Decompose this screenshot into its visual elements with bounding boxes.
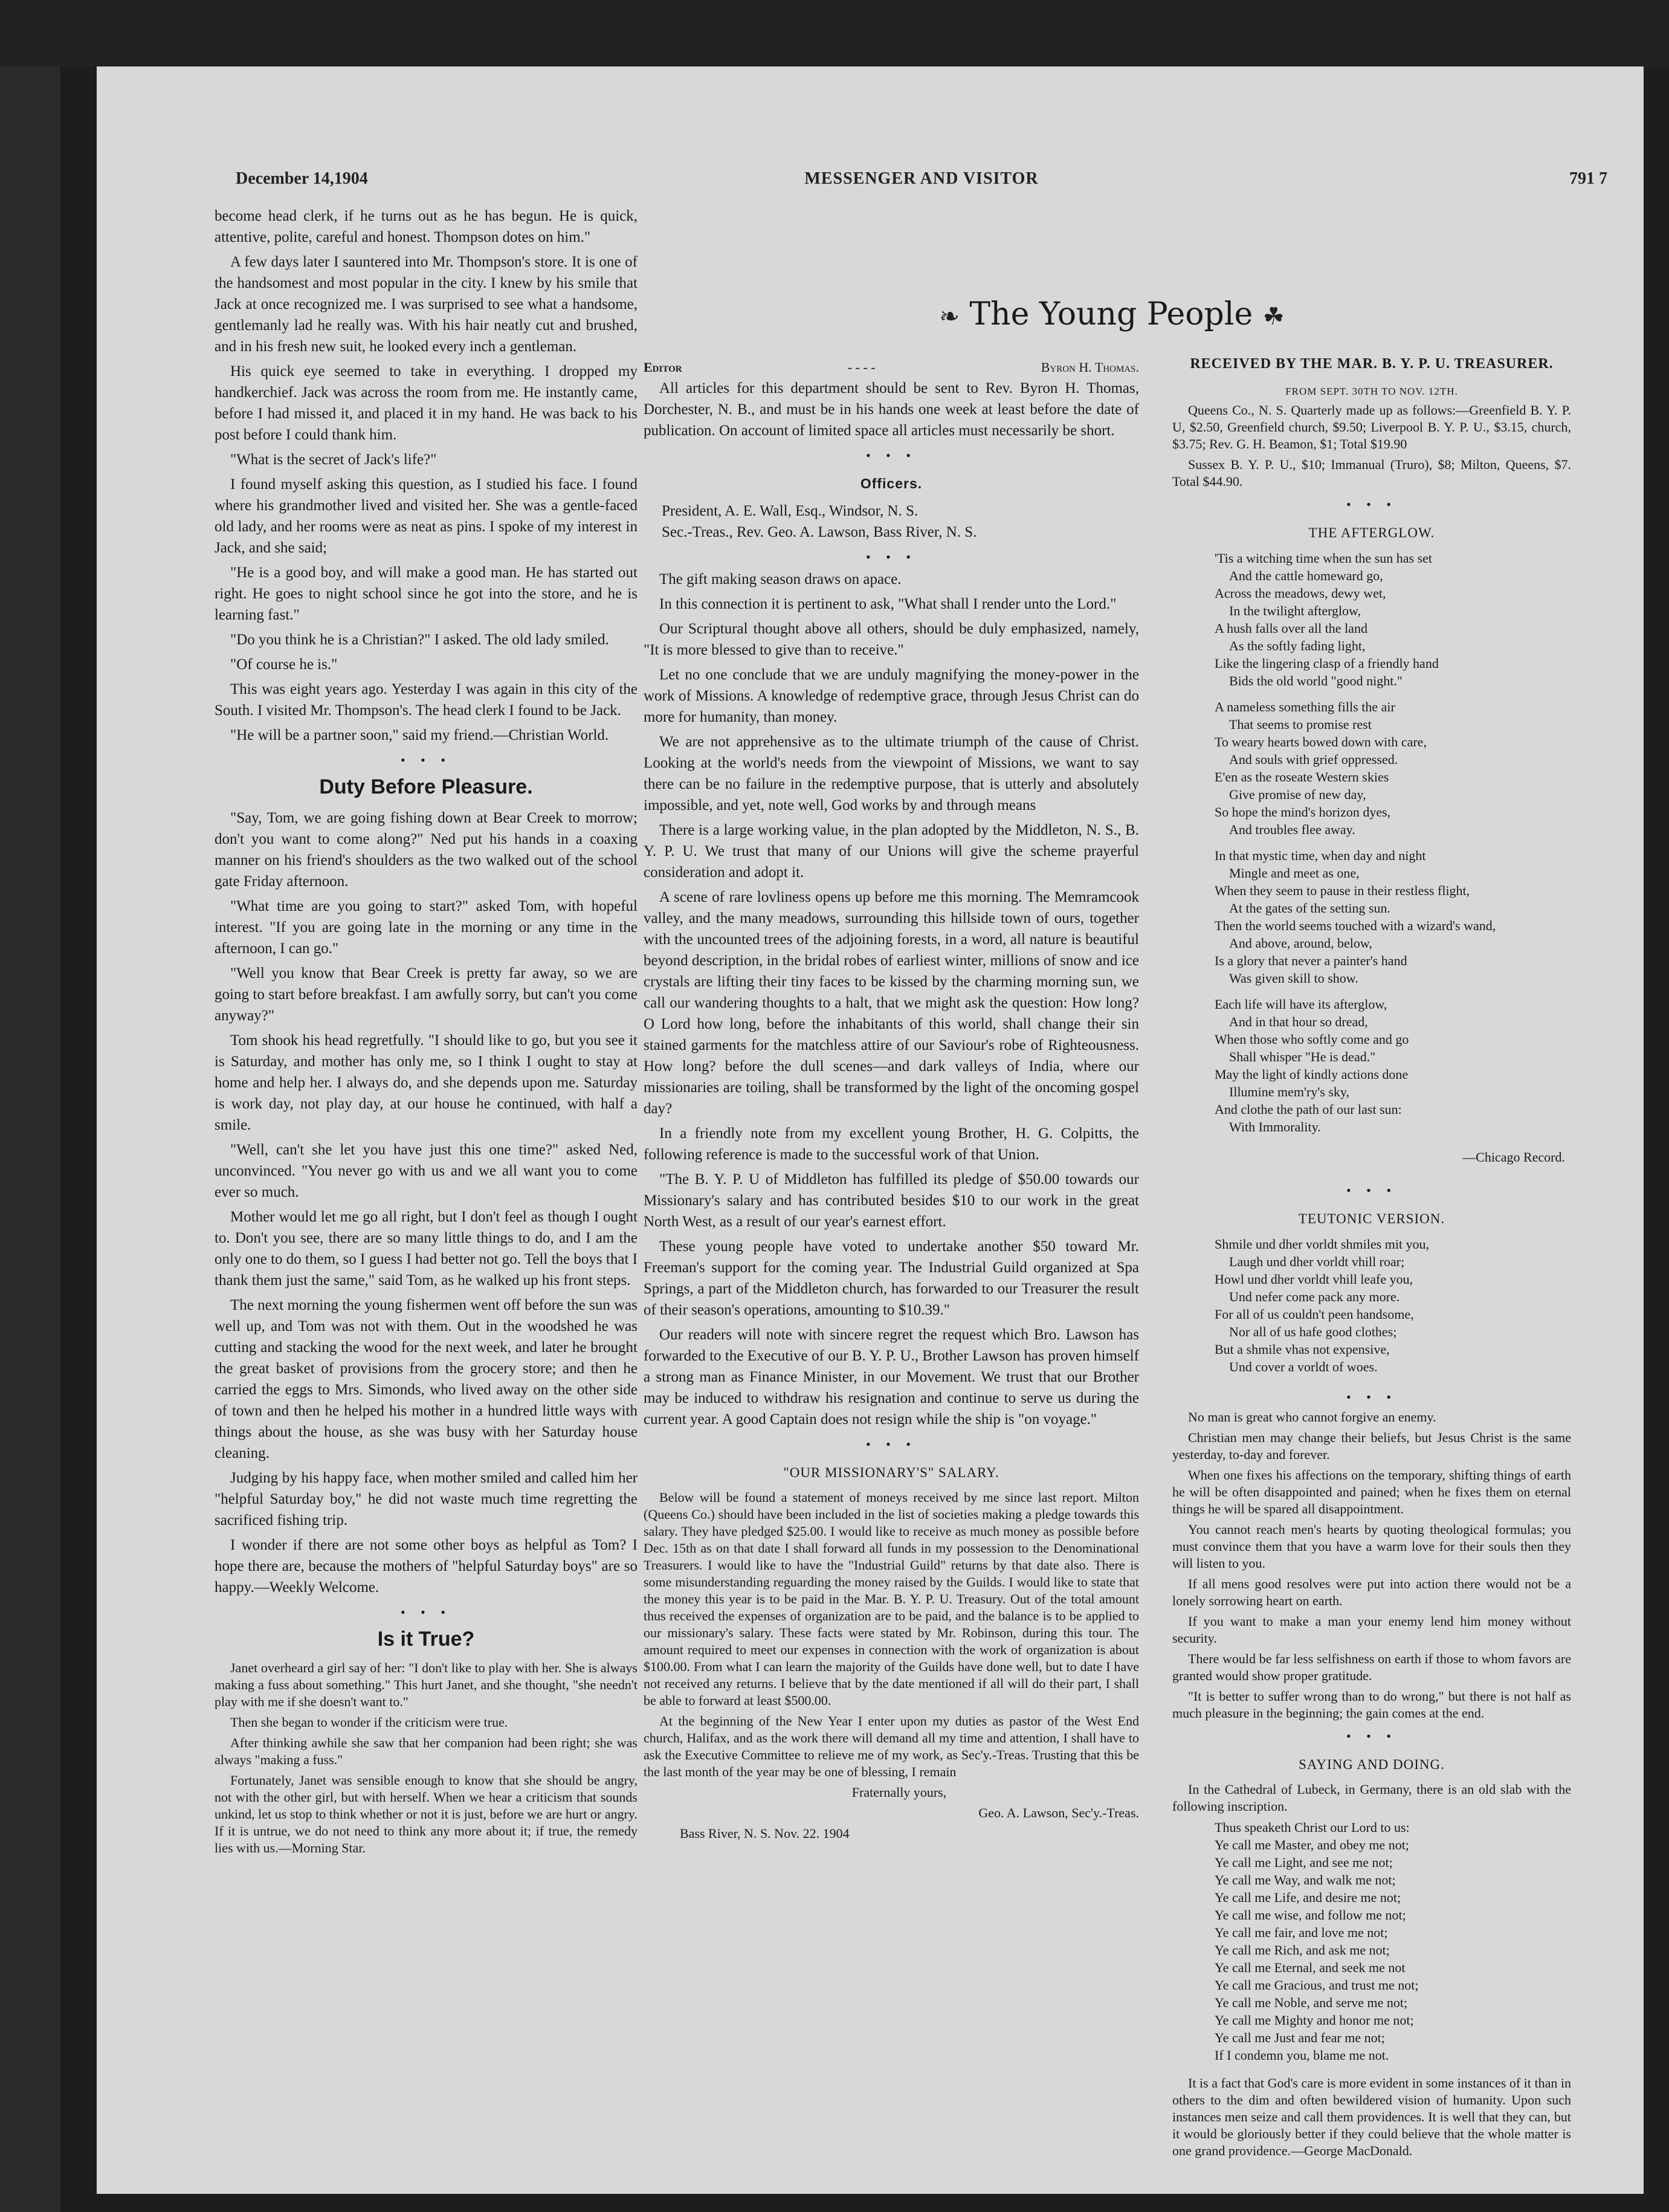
saying-doing-title: SAYING AND DOING. (1299, 1757, 1445, 1772)
poem-line: And in that hour so dread, (1229, 1014, 1368, 1029)
poem-line: Was given skill to show. (1229, 971, 1358, 986)
closing-line: Fraternally yours, (851, 1785, 947, 1800)
stanza (1215, 698, 1571, 838)
treasurer-dates: FROM SEPT. 30TH TO NOV. 12TH. (1285, 386, 1458, 397)
stanza (1215, 995, 1571, 1136)
poem-line: Howl und dher vorldt vhill leafe you, (1215, 1272, 1413, 1287)
poem-line: May the light of kindly actions done (1215, 1067, 1409, 1082)
saying: When one fixes his affections on the temporary, shifting things of earth he will be often disappointed and pained; when he fixes them on eternal things he will be spared all disappointment. (1172, 1467, 1571, 1516)
saying: Christian men may change their beliefs, but Jesus Christ is the same yesterday, to-day and forever. (1172, 1430, 1571, 1462)
salary-article (644, 1489, 1139, 1842)
newspaper-page (97, 66, 1644, 2194)
paragraph: The next morning the young fishermen went off before the sun was well up, and Tom was not with them. Out in the woodshed he was cutting and stacking the wood for the next week, and later he brought the great basket of provisions from the grocery store; and then he carried the eggs to Mrs. Simonds, who lived away on the other side of town and then he helped his mother in a hundred little ways with things about the house, as she was busy with her Saturday house cleaning. (215, 1297, 638, 1461)
paragraph: Our Scriptural thought above all others, should be duly emphasized, namely, "It is more blessed to give than to receive." (644, 621, 1139, 658)
section-divider: • • • (1346, 1183, 1398, 1198)
section-title-text: The Young People (969, 296, 1253, 332)
saying: If all mens good resolves were put into action there would not be a lonely sorrowing heart on earth. (1172, 1576, 1571, 1608)
inscription-line: Ye call me Eternal, and seek me not (1215, 1960, 1406, 1975)
page-top-edge (0, 0, 1669, 66)
poem-line: And troubles flee away. (1229, 822, 1355, 837)
article-title: Duty Before Pleasure. (319, 775, 533, 798)
poem-line: Then the world seems touched with a wizard's wand, (1215, 918, 1496, 933)
salary-title: "OUR MISSIONARY'S" SALARY. (783, 1465, 999, 1480)
page-number: 791 7 (1569, 169, 1607, 188)
poem-line: A hush falls over all the land (1215, 621, 1367, 636)
paragraph: At the beginning of the New Year I enter upon my duties as pastor of the West End church, Halifax, and as the work there will demand all my time and attention, I shall have to ask the Executive Committee to relieve me of my work, as Sec'y.-Treas. Trusting that this be the last month of the year may be one of blessing, I remain (644, 1713, 1139, 1779)
paragraph: "Do you think he is a Christian?" I asked. The old lady smiled. (230, 632, 609, 648)
editor-column-body (644, 569, 1139, 1430)
leaf-ornament-icon: ❧ (939, 303, 960, 331)
inscription-line: Ye call me Just and fear me not; (1215, 2030, 1385, 2045)
paragraph: A few days later I sauntered into Mr. Thompson's store. It is one of the handsomest and most popular in the city. I knew by his smile that Jack at once recognized me. I was surprised to see what a handsome, gentlemanly lad he really was. With his hair neatly cut and brushed, and in his fresh new suit, he looked every inch a gentleman. (215, 254, 638, 355)
paragraph: This was eight years ago. Yesterday I was again in this city of the South. I visited Mr. Thompson's. The head clerk I found to be Jack. (215, 681, 638, 719)
poem-line: Illumine mem'ry's sky, (1229, 1084, 1349, 1099)
saying: If you want to make a man your enemy lend him money without security. (1172, 1614, 1571, 1646)
editor-name: Byron H. Thomas. (1041, 360, 1139, 375)
paragraph: Fortunately, Janet was sensible enough to know that she should be angry, not with the other girl, but with herself. When we hear a criticism that sounds unkind, let us stop to think whether or not it is just, before we are hurt or angry. If it is untrue, we do not need to think any more about it; if true, the remedy lies with us.—Morning Star. (215, 1773, 638, 1855)
poem-afterglow (1215, 549, 1571, 1136)
paragraph: His quick eye seemed to take in everything. I dropped my handkerchief. Jack was across the room from me. He instantly came, before I had missed it, and placed it in my hand. He was back to his post before I could thank him. (215, 363, 638, 443)
inscription-line: Ye call me Life, and desire me not; (1215, 1890, 1401, 1905)
poem-line: That seems to promise rest (1229, 717, 1372, 732)
paragraph: Janet overheard a girl say of her: "I don't like to play with her. She is always making a fuss about something." This hurt Janet, and she thought, "she needn't play with me if she doesn't want to." (215, 1660, 638, 1709)
poem-line: So hope the mind's horizon dyes, (1215, 804, 1391, 820)
inscription-line: Ye call me Mighty and honor me not; (1215, 2013, 1414, 2028)
inscription-line: Ye call me Noble, and serve me not; (1215, 1995, 1408, 2010)
poem-line: Und nefer come pack any more. (1229, 1289, 1400, 1304)
saying: You cannot reach men's hearts by quoting theological formulas; you must convince them that you have a warm love for their souls then they will listen to you. (1172, 1522, 1571, 1571)
editor-label: Editor (644, 360, 682, 375)
poem-line: And souls with grief oppressed. (1229, 752, 1398, 767)
issue-date: December 14,1904 (236, 169, 368, 188)
editor-note: All articles for this department should be sent to Rev. Byron H. Thomas, Dorchester, N. B., and must be in his hands one week at least before the date of publication. On account of limited space all articles must necessarily be short. (644, 380, 1139, 439)
poem-line: Laugh und dher vorldt vhill roar; (1229, 1254, 1405, 1269)
poem-attribution: —Chicago Record. (1462, 1150, 1565, 1165)
inscription-line: Ye call me Way, and walk me not; (1215, 1872, 1396, 1887)
paragraph: I found myself asking this question, as I studied his face. I found where his grandmother lived and visited her. She was a gentle-faced old lady, and her rooms were as neat as pins. I spoke of my interest in Jack, and she said; (215, 476, 638, 556)
editor-line (644, 357, 1139, 378)
poem-line: In the twilight afterglow, (1229, 603, 1361, 618)
poem-line: Like the lingering clasp of a friendly hand (1215, 656, 1439, 671)
stanza (1215, 847, 1571, 987)
saying: "It is better to suffer wrong than to do wrong," but there is not half as much pleasure in the beginning; the gain comes at the end. (1172, 1689, 1571, 1721)
column-middle (644, 357, 1139, 1846)
poem-line: And the cattle homeward go, (1229, 568, 1383, 583)
officer-line: Sec.-Treas., Rev. Geo. A. Lawson, Bass River, N. S. (662, 524, 977, 540)
signature: Geo. A. Lawson, Sec'y.-Treas. (978, 1805, 1139, 1820)
paragraph: Sussex B. Y. P. U., $10; Immanual (Truro), $8; Milton, Queens, $7. Total $44.90. (1172, 457, 1571, 489)
poem-title: TEUTONIC VERSION. (1298, 1211, 1445, 1226)
poem-line: To weary hearts bowed down with care, (1215, 734, 1427, 749)
poem-line: Shmile und dher vorldt shmiles mit you, (1215, 1237, 1430, 1252)
paragraph: Queens Co., N. S. Quarterly made up as follows:—Greenfield B. Y. P. U, $2.50, Greenfield church, $9.50; Liverpool B. Y. P. U., $3.15, church, $3.75; Rev. G. H. Beamon, $1; Total $19.90 (1172, 403, 1571, 451)
poem-line: But a shmile vhas not expensive, (1215, 1342, 1390, 1357)
poem-line: Nor all of us hafe good clothes; (1229, 1324, 1397, 1339)
inscription-line: Thus speaketh Christ our Lord to us: (1215, 1820, 1410, 1835)
column-left (215, 205, 638, 1860)
poem-line: Each life will have its afterglow, (1215, 997, 1387, 1012)
paragraph: "The B. Y. P. U of Middleton has fulfilled its pledge of $50.00 towards our Missionary's salary and has contributed besides $10 to our work in the great North West, as a result of our year's earnest effort. (644, 1171, 1139, 1230)
poem-line: At the gates of the setting sun. (1229, 901, 1391, 916)
paragraph: "Well you know that Bear Creek is pretty far away, so we are going to start before breakfast. I am awfully sorry, but can't you come anyway?" (215, 965, 638, 1024)
article-duty-before-pleasure (215, 807, 638, 1598)
poem-line: E'en as the roseate Western skies (1215, 769, 1389, 784)
poem-line: With Immorality. (1229, 1119, 1321, 1134)
poem-line: A nameless something fills the air (1215, 699, 1395, 714)
poem-line: Und cover a vorldt of woes. (1229, 1359, 1378, 1374)
poem-teutonic (1215, 1235, 1571, 1376)
section-divider: • • • (865, 448, 917, 463)
sayings-list (1172, 1409, 1571, 1722)
saying: There would be far less selfishness on earth if those to whom favors are granted would show proper gratitude. (1172, 1651, 1571, 1683)
newspaper-title: MESSENGER AND VISITOR (804, 169, 1039, 188)
paragraph: We are not apprehensive as to the ultimate triumph of the cause of Christ. Looking at the world's needs from the viewpoint of Missions, we want to say there can be no failure in the redemptive purpose, that is utterly and absolutely impossible, and yet, note well, God works by and through means (644, 734, 1139, 813)
story-continuation (215, 205, 638, 746)
section-divider: • • • (1346, 497, 1398, 512)
paragraph: "He is a good boy, and will make a good man. He has started out right. He goes to night school since he got into the store, and he is learning fast." (215, 564, 638, 623)
section-divider: • • • (1346, 1389, 1398, 1405)
poem-title: THE AFTERGLOW. (1308, 525, 1435, 540)
article-title: Is it True? (377, 1628, 475, 1651)
inscription-line: Ye call me fair, and love me not; (1215, 1925, 1388, 1940)
poem-line: When they seem to pause in their restless flight, (1215, 883, 1470, 898)
section-divider: • • • (865, 1437, 917, 1452)
paragraph: "He will be a partner soon," said my friend.—Christian World. (230, 727, 609, 743)
inscription-line: Ye call me Gracious, and trust me not; (1215, 1978, 1419, 1993)
place-date: Bass River, N. S. Nov. 22. 1904 (680, 1826, 850, 1841)
paragraph: These young people have voted to undertake another $50 toward Mr. Freeman's support for the coming year. The Industrial Guild organized at Spa Springs, a part of the Middleton church, has forwarded to our Treasurer the result of their season's operations, amounting to $10.39." (644, 1238, 1139, 1318)
paragraph: Tom shook his head regretfully. "I should like to go, but you see it is Saturday, and mother has only me, so I think I ought to stay at home and help her. I always do, and she depends upon me. Saturday is work day, not play day, at our house he continued, with half a smile. (215, 1032, 638, 1133)
paragraph: "What is the secret of Jack's life?" (230, 451, 437, 468)
treasurer-report (1172, 402, 1571, 490)
column-right (1172, 290, 1571, 2163)
paragraph: Then she began to wonder if the criticism were true. (230, 1715, 508, 1730)
poem-line: Shall whisper "He is dead." (1229, 1049, 1376, 1064)
poem-line: Mingle and meet as one, (1229, 865, 1360, 881)
page-header (236, 169, 1607, 199)
paragraph: Let no one conclude that we are unduly magnifying the money-power in the work of Missions. A knowledge of redemptive grace, through Jesus Christ can do more for humanity, than money. (644, 667, 1139, 725)
poem-line: 'Tis a witching time when the sun has set (1215, 551, 1433, 566)
officer-line: President, A. E. Wall, Esq., Windsor, N. S. (662, 503, 918, 519)
inscription-line: If I condemn you, blame me not. (1215, 2048, 1389, 2063)
paragraph: Below will be found a statement of moneys received by me since last report. Milton (Queens Co.) should have been included in the list of societies making a pledge towards this salary. They have pledged $25.00. I would like to receive as much money as possible before Dec. 15th as on that date I shall forward all funds in my possession to the Denominational Treasurers. I would like to have the "Industrial Guild" returns by that date also. There is some misunderstanding reguarding the money raised by the Guilds. I would like to state that the money this year is to be paid in the Mar. B. Y. P. U. Treasury. Out of the total amount thus received the expenses of organization are to be paid, and the balance is to be applied to our missionary's salary. These facts were stated by Mr. Robinson, during this tour. The amount required to meet our expenses in connection with the work of organization is about $100.00. From what I can learn the majority of the Guilds have done well, but to date I have not received any returns. I believe that by the date mentioned if all will do their part, I shall be able to forward at least $500.00. (644, 1490, 1139, 1708)
poem-line: Give promise of new day, (1229, 787, 1366, 802)
section-divider: • • • (865, 549, 917, 564)
paragraph: Judging by his happy face, when mother smiled and called him her "helpful Saturday boy," he did not waste much time regretting the sacrificed fishing trip. (215, 1470, 638, 1528)
paragraph: The gift making season draws on apace. (659, 571, 902, 587)
paragraph: In the Cathedral of Lubeck, in Germany, there is an old slab with the following inscription. (1172, 1782, 1571, 1814)
treasurer-title: RECEIVED BY THE MAR. B. Y. P. U. TREASURER. (1190, 356, 1554, 372)
poem-line: And clothe the path of our last sun: (1215, 1102, 1402, 1117)
paragraph: "Well, can't she let you have just this one time?" asked Ned, unconvinced. "You never go with us and we all want you to come ever so much. (215, 1142, 638, 1200)
poem-line: Is a glory that never a painter's hand (1215, 953, 1407, 968)
poem-line: In that mystic time, when day and night (1215, 848, 1426, 863)
clover-ornament-icon: ☘ (1262, 303, 1285, 331)
paragraph: In this connection it is pertinent to ask, "What shall I render unto the Lord." (659, 596, 1117, 612)
section-divider: • • • (400, 1605, 452, 1620)
paragraph: "Say, Tom, we are going fishing down at Bear Creek to morrow; don't you want to come along?" Ned put his hands in a coaxing manner on his friend's shoulders as the two walked out of the school gate Friday afternoon. (215, 810, 638, 890)
inscription-line: Ye call me Master, and obey me not; (1215, 1837, 1409, 1852)
paragraph: I wonder if there are not some other boys as helpful as Tom? I hope there are, because the mothers of "helpful Saturday boys" are so happy.—Weekly Welcome. (215, 1537, 638, 1596)
closing-paragraph: It is a fact that God's care is more evident in some instances of it than in others to the dim and often bewildered vision of humanity. Upon such instances men seize and call them providences. It is well that they can, but it would be gloriously better if they could believe that the whole matter is one grand providence.—George MacDonald. (1172, 2075, 1571, 2158)
poem-line: When those who softly come and go (1215, 1032, 1409, 1047)
poem-line: Bids the old world "good night." (1229, 673, 1403, 688)
article-is-it-true (215, 1660, 638, 1857)
officers-title: Officers. (860, 476, 923, 491)
inscription-line: Ye call me Light, and see me not; (1215, 1855, 1393, 1870)
editor-dashes: - - - - (847, 360, 876, 375)
stanza (1215, 549, 1571, 690)
paragraph: After thinking awhile she saw that her companion had been right; she was always "making a fuss." (215, 1735, 638, 1767)
paragraph: "What time are you going to start?" asked Tom, with hopeful interest. "If you are going late in the morning or any time in the afternoon, I can go." (215, 898, 638, 957)
poem-line: Across the meadows, dewy wet, (1215, 586, 1386, 601)
saying: No man is great who cannot forgive an enemy. (1188, 1409, 1436, 1425)
inscription (1215, 1819, 1571, 2064)
paragraph: Mother would let me go all right, but I don't feel as though I ought to. Don't you see, there are so many little things to do, and I am the only one to do them, so I guess I had better not go. Tell the boys that I thank them just the same," said Tom, as he walked up his front steps. (215, 1209, 638, 1289)
paragraph: Our readers will note with sincere regret the request which Bro. Lawson has forwarded to the Executive of our B. Y. P. U., Brother Lawson has proven himself a strong man as Finance Minister, in our Movement. We trust that our Brother may be induced to withdraw his resignation and continue to serve us during the current year. A good Captain does not resign while the ship is "on voyage." (644, 1327, 1139, 1428)
paragraph: There is a large working value, in the plan adopted by the Middleton, N. S., B. Y. P. U. We trust that many of our Unions will give the scheme prayerful consideration and adopt it. (644, 822, 1139, 881)
paragraph: In a friendly note from my excellent young Brother, H. G. Colpitts, the following reference is made to the successful work of that Union. (644, 1125, 1139, 1163)
inscription-line: Ye call me Rich, and ask me not; (1215, 1942, 1390, 1958)
page-gutter (0, 0, 60, 2212)
poem-line: And above, around, below, (1229, 936, 1372, 951)
paragraph: A scene of rare lovliness opens up before me this morning. The Memramcook valley, and the many meadows, surrounding this hillside town of ours, together with the uncounted trees of the adjoining forests, in a word, all nature is beautiful beyond description, in the bridal robes of earliest winter, millions of snow and ice crystals are lifting their tiny faces to be kissed by the charming morning sun, we call our wandering thoughts to a halt, that we might ask the question: How long? O Lord how long, before the inhabitants of this world, shall change their sin stained garments for the matchless attire of our Saviour's robe of Righteousness. How long? before the dull scenes—and dark valleys of India, where our missionaries are toiling, shall be transformed by the light of the oncoming gospel day? (644, 889, 1139, 1117)
poem-line: For all of us couldn't peen handsome, (1215, 1307, 1414, 1322)
paragraph: become head clerk, if he turns out as he has begun. He is quick, attentive, polite, careful and honest. Thompson dotes on him." (215, 208, 638, 245)
section-divider: • • • (1346, 1729, 1398, 1744)
section-divider: • • • (400, 752, 452, 768)
inscription-line: Ye call me wise, and follow me not; (1215, 1907, 1406, 1923)
poem-line: As the softly fading light, (1229, 638, 1366, 653)
paragraph: "Of course he is." (230, 656, 338, 673)
